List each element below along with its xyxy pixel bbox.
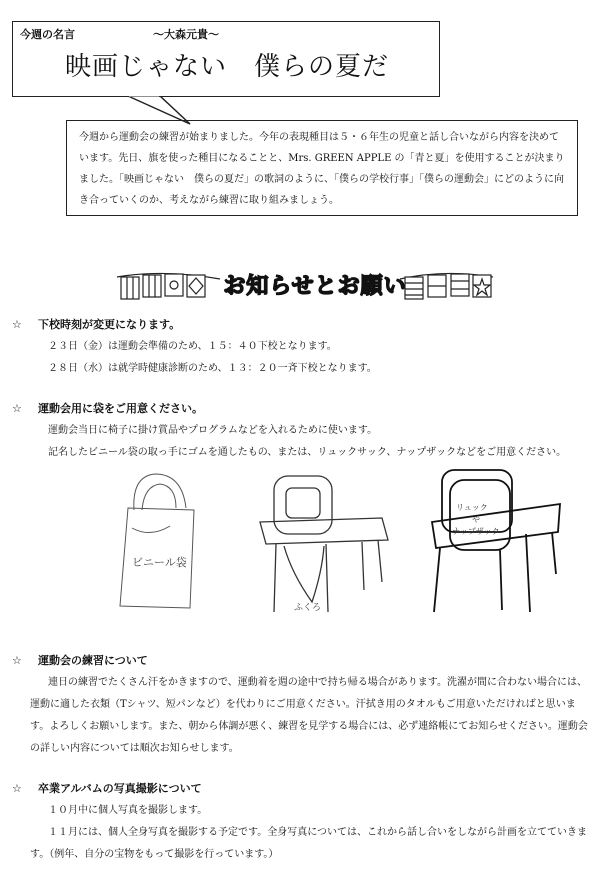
quote-author: ～大森元貴～ [153,28,219,41]
rucksack-label-3: ナップザック [452,527,500,536]
star-icon: ☆ [12,782,22,795]
section-heading [12,650,588,672]
chair-bag-label: ふくろ [294,603,322,613]
section-paragraph: 連日の練習でたくさん汗をかきますので、運動着を週の途中で持ち帰る場合があります。洗濯が間に合わない場合には、運動に適した衣類（Tシャツ、短パンなど）を代わりにご用意ください。汗拭き用のタオルもご用意いただければと思います。よろしくお願いします。また、朝から体調が悪く、練習を見学する場合には、必ず連絡帳にてお知らせください。運動会の詳しい内容については順次お知らせします。 [30,677,588,754]
banner-title: お知らせとお願い [223,274,407,299]
bag-label: ビニール袋 [132,556,187,569]
section-line: 記名したビニール袋の取っ手にゴムを通したもの、または、リュックサック、ナップザックなどをご用意ください。 [48,447,567,458]
section-title: 卒業アルバムの写真撮影について [38,782,202,795]
section-line: １１月には、個人全身写真を撮影する予定です。全身写真については、これから話し合いをしながら計画を立てていきます。（例年、自分の宝物をもって撮影を行っています。） [30,827,587,860]
section-line: 運動会当日に椅子に掛け賞品やプログラムなどを入れるために使います。 [48,425,378,436]
section-practice [12,650,588,760]
section-title: 運動会の練習について [38,654,148,667]
star-icon: ☆ [12,654,22,667]
section-heading [12,314,588,336]
section-album-photo [12,778,588,866]
notice-banner [115,263,495,309]
section-line: １０月中に個人写真を撮影します。 [48,805,208,816]
section-title: 運動会用に袋をご用意ください。 [38,402,203,415]
star-icon: ☆ [12,318,22,331]
section-heading [12,778,588,800]
section-bag-request [12,398,588,464]
quote-label: 今週の名言 [20,28,75,41]
section-title: 下校時刻が変更になります。 [38,318,181,331]
intro-box: 今週から運動会の練習が始まりました。今年の表現種目は５・６年生の児童と話し合いながら内容を決めています。先日、旗を使った種目になることと、Mrs. GREEN APPLE の「青と夏」を使用することが決まりました。「映画じゃない 僕らの夏だ」の歌詞のように、「僕らの学校行事」「僕らの運動会」にどのように向き合っていくのか、考えながら練習に取り組みましょう。 [66,120,578,216]
section-line: ２３日（金）は運動会準備のため、１５：４０下校となります。 [48,341,337,352]
rucksack-label-2: や [472,515,480,524]
vinyl-bag-illustration [110,468,210,618]
section-heading [12,398,588,420]
quote-text: 映画じゃない 僕らの夏だ [65,52,390,82]
chair-with-bag-illustration [252,462,402,622]
chair-with-rucksack-illustration [420,462,570,622]
section-dismissal-time [12,314,588,380]
star-icon: ☆ [12,402,22,415]
section-line: ２８日（水）は就学時健康診断のため、１３：２０一斉下校となります。 [48,363,377,374]
speech-pointer-cover [0,0,600,130]
rucksack-label-1: リュック [456,503,488,512]
